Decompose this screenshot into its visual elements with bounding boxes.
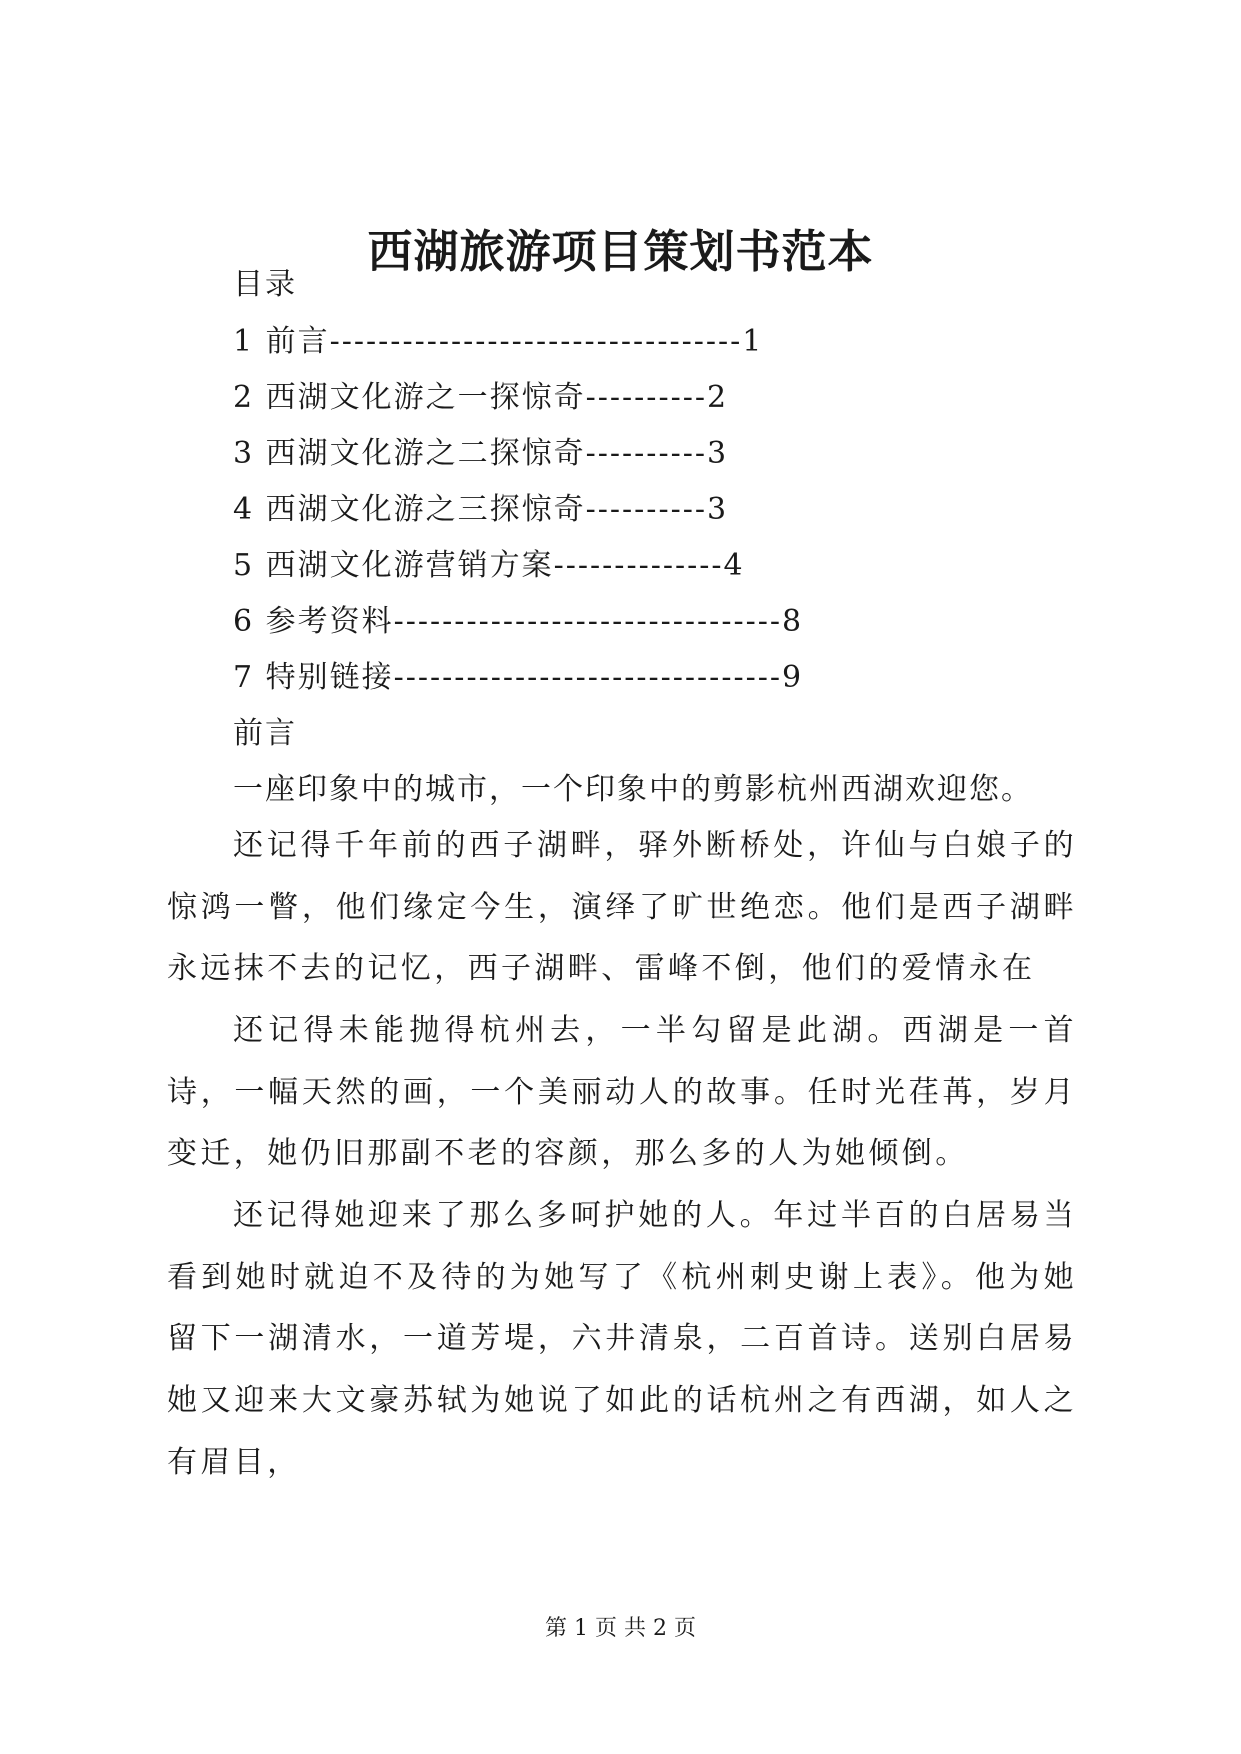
document-title: 西湖旅游项目策划书范本 xyxy=(367,225,874,278)
section-heading: 前言 xyxy=(233,716,297,751)
toc-heading: 目录 xyxy=(233,267,297,302)
toc-item: 4 西湖文化游之三探惊奇----------3 xyxy=(233,492,729,527)
page-footer: 第 1 页 共 2 页 xyxy=(545,1616,696,1641)
intro-line: 一座印象中的城市，一个印象中的剪影杭州西湖欢迎您。 xyxy=(233,772,1033,807)
toc-item: 5 西湖文化游营销方案--------------4 xyxy=(233,548,745,583)
toc-item: 3 西湖文化游之二探惊奇----------3 xyxy=(233,436,729,471)
body-paragraph: 还记得千年前的西子湖畔，驿外断桥处，许仙与白娘子的惊鸿一瞥，他们缘定今生，演绎了旷世绝恋。他们是西子湖畔永远抹不去的记忆，西子湖畔、雷峰不倒，他们的爱情永在 xyxy=(167,828,1077,987)
body-paragraph: 还记得她迎来了那么多呵护她的人。年过半百的白居易当看到她时就迫不及待的为她写了《杭州刺史谢上表》。他为她留下一湖清水，一道芳堤，六井清泉，二百首诗。送别白居易她又迎来大文豪苏轼为她说了如此的话杭州之有西湖，如人之有眉目， xyxy=(167,1198,1077,1480)
toc-item: 1 前言----------------------------------1 xyxy=(233,324,764,359)
toc-item: 2 西湖文化游之一探惊奇----------2 xyxy=(233,380,729,415)
toc-item: 6 参考资料--------------------------------8 xyxy=(233,604,804,639)
toc-item: 7 特别链接--------------------------------9 xyxy=(233,660,804,695)
body-paragraph: 还记得未能抛得杭州去，一半勾留是此湖。西湖是一首诗，一幅天然的画，一个美丽动人的故事。任时光荏苒，岁月变迁，她仍旧那副不老的容颜，那么多的人为她倾倒。 xyxy=(167,1013,1077,1172)
